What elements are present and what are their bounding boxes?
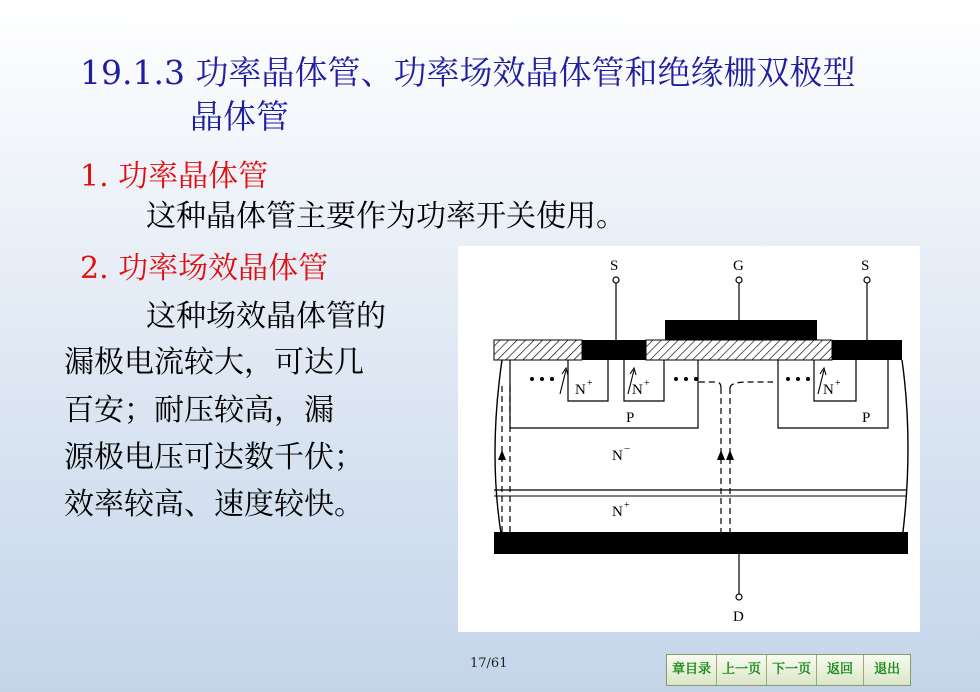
gate-electrode [665,320,817,340]
drain-metal [494,532,908,554]
p-well-left [510,360,698,428]
oxide-layer-left [494,340,582,360]
section1-text: 这种晶体管主要作为功率开关使用。 [146,199,626,234]
mosfet-svg [458,246,920,632]
label-nplus-substrate-sup: + [624,500,630,511]
section2-line-5: 效率较高、速度较快。 [64,487,364,522]
label-p-left: P [626,410,635,426]
label-nplus-2-sup: + [644,378,650,389]
channel-arrows [560,368,826,394]
label-p-right: P [862,410,871,426]
slide-title-continued: 晶体管 [190,97,289,136]
oxide-layer-middle [646,340,832,360]
toc-button[interactable]: 章目录 [667,655,717,685]
label-nplus-3-sup: + [835,378,841,389]
label-nplus-2: N [632,382,643,398]
label-nminus-sup: − [624,443,631,455]
prev-page-button[interactable]: 上一页 [717,655,767,685]
section2-heading: 2. 功率场效晶体管 [80,251,329,286]
slide-navigation [666,654,911,686]
source-contact-left [582,340,646,360]
label-source-right: S [861,258,870,274]
section2-line-2: 漏极电流较大，可达几 [64,345,364,380]
mosfet-cross-section-diagram [458,246,920,632]
label-nplus-1: N [575,382,586,398]
section2-line-3: 百安；耐压较高，漏 [64,393,334,428]
slide-title: 19.1.3 功率晶体管、功率场效晶体管和绝缘栅双极型 [80,53,856,92]
label-drain: D [733,609,744,625]
label-gate: G [733,258,744,274]
next-page-button[interactable]: 下一页 [767,655,817,685]
label-source-left: S [610,258,619,274]
source-contact-right [832,340,902,360]
electron-dots [530,377,810,381]
label-nplus-1-sup: + [587,378,593,389]
label-nplus-3: N [823,382,834,398]
exit-button[interactable]: 退出 [864,655,910,685]
label-nminus: N [612,448,623,464]
back-button[interactable]: 返回 [817,655,864,685]
page-number: 17/61 [470,656,508,671]
section2-line-1: 这种场效晶体管的 [146,299,386,334]
label-nplus-substrate: N [612,504,623,520]
section2-line-4: 源极电压可达数千伏； [64,440,364,475]
die-body-outline [495,360,908,540]
section1-heading: 1. 功率晶体管 [80,159,269,194]
